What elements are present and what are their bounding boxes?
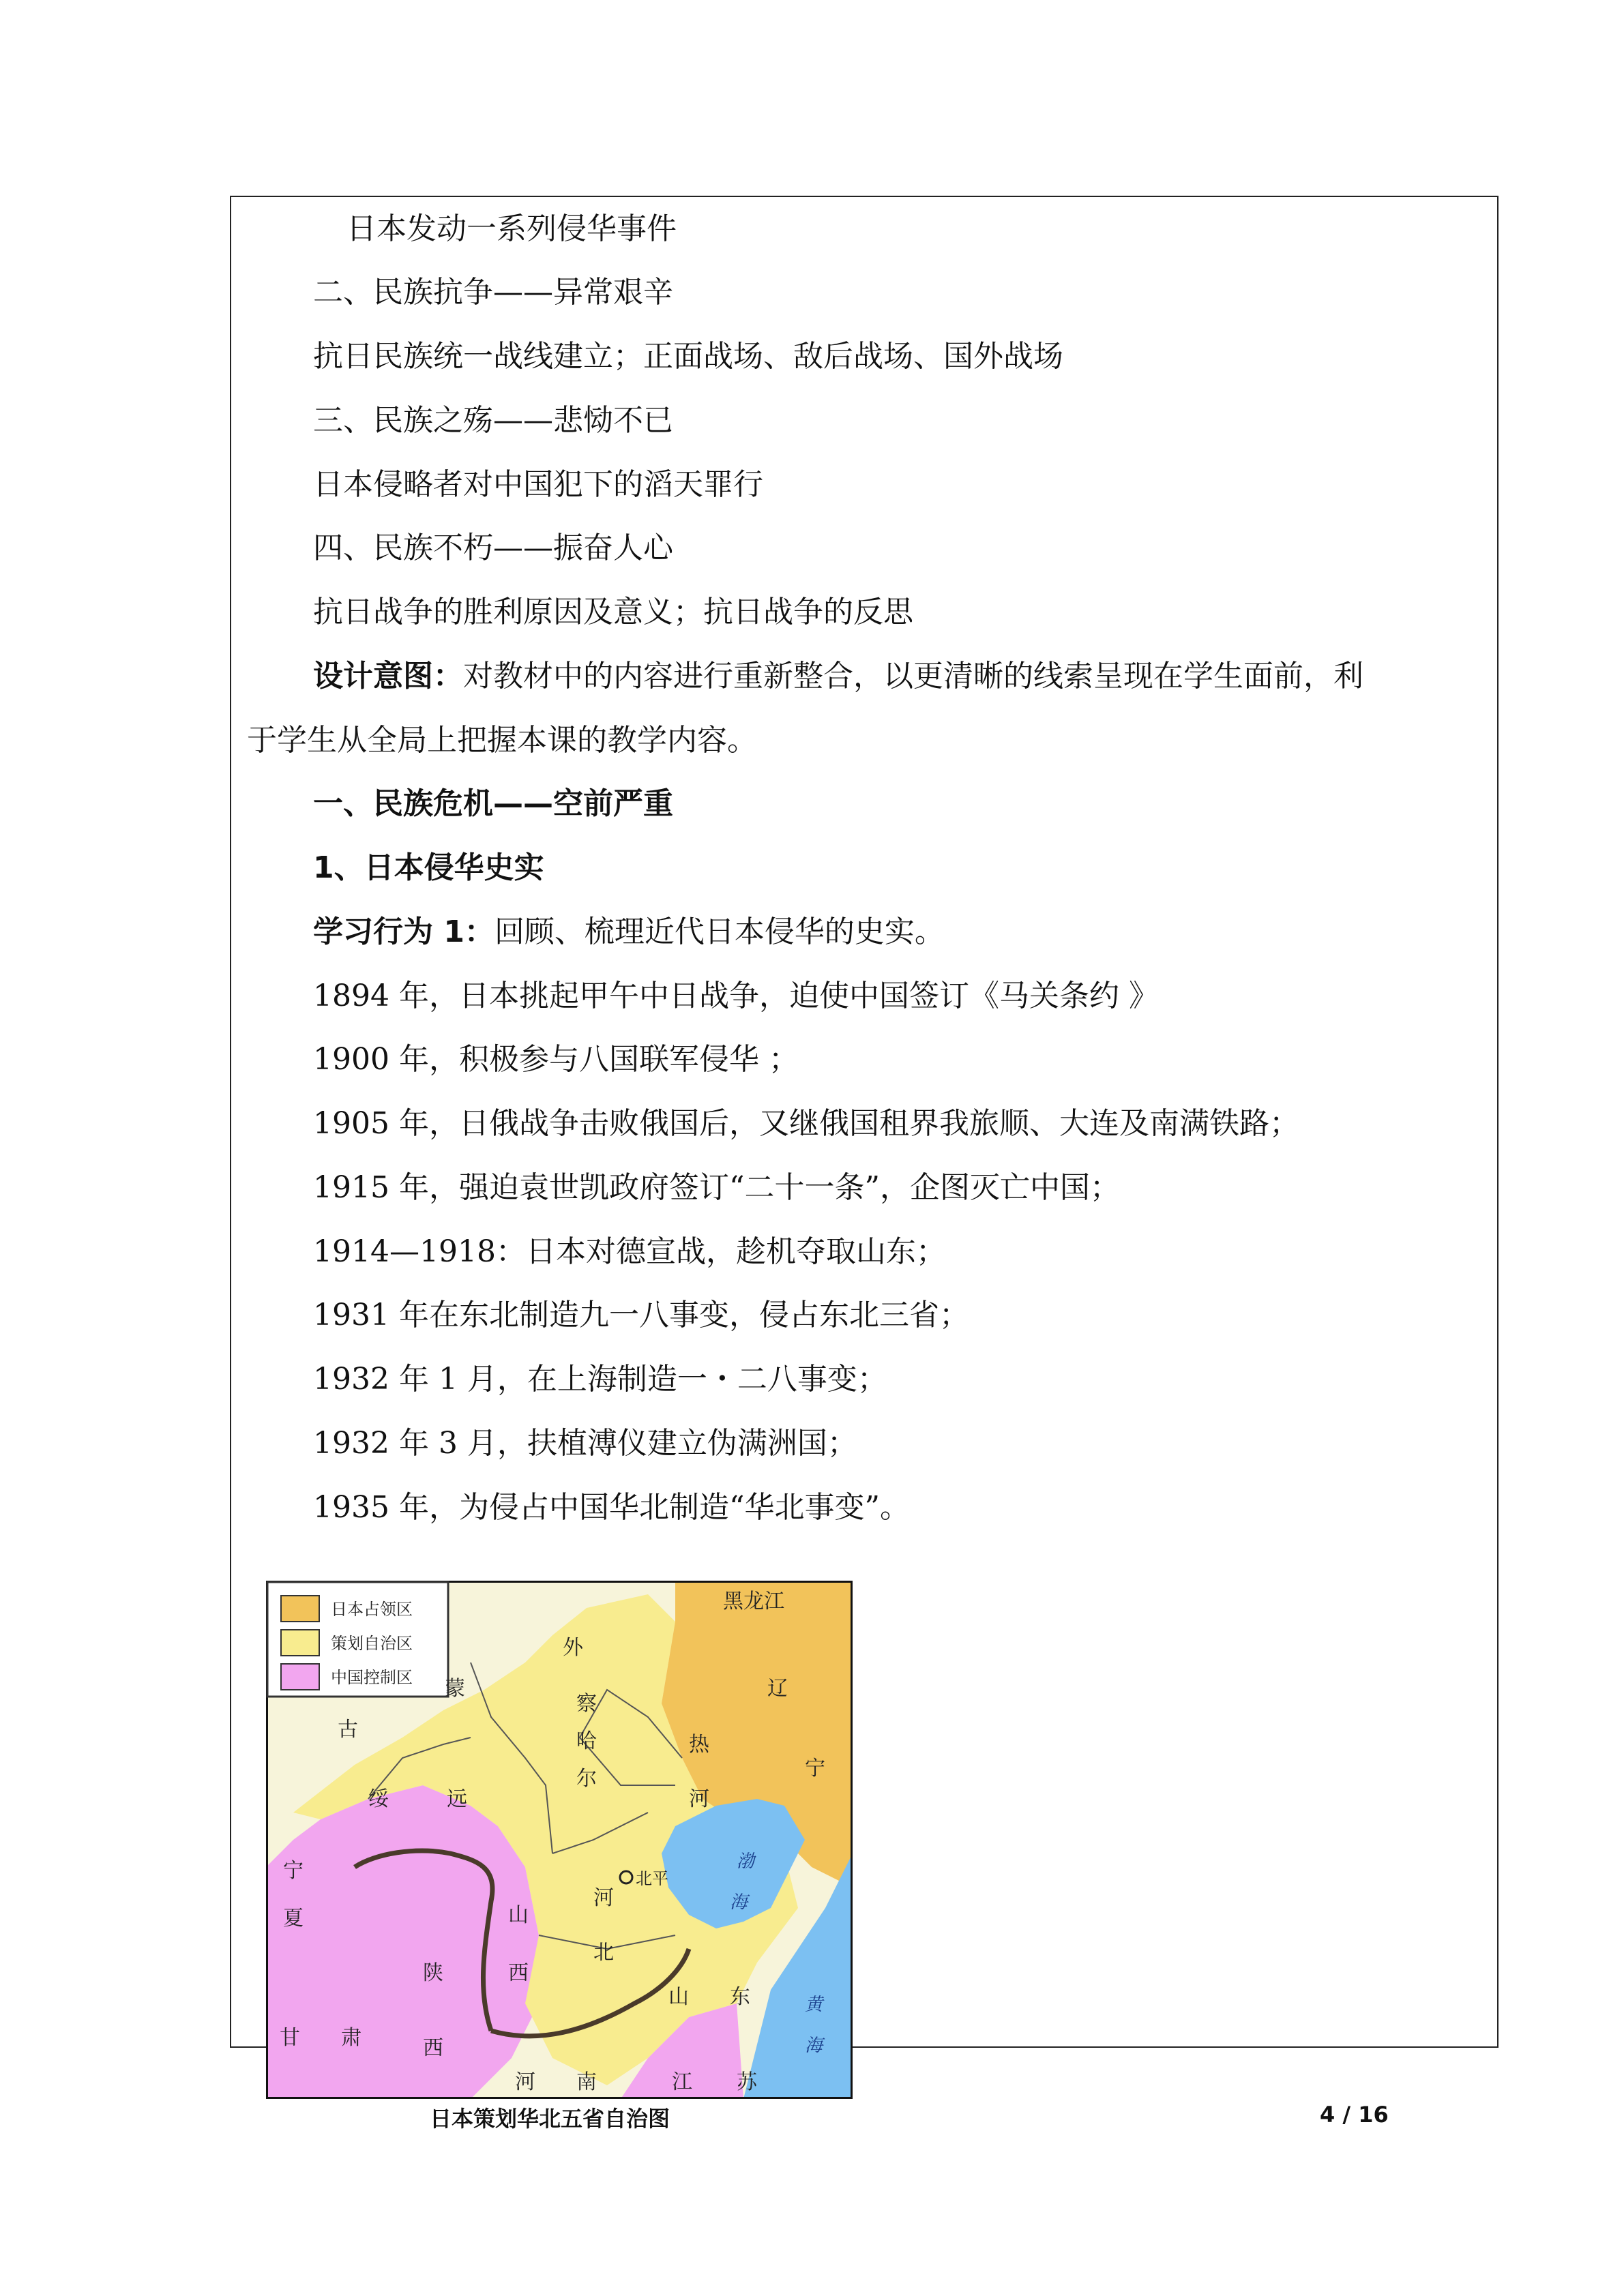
label-gan: 甘 (280, 2026, 300, 2050)
history-item-1915: 1915 年，强迫袁世凯政府签订“二十一条”，企图灭亡中国； (313, 1170, 1120, 1205)
label-shan-shandong: 山 (668, 1985, 689, 2009)
label-xia: 夏 (283, 1907, 304, 1930)
legend-label-autonomous: 策划自治区 (331, 1634, 413, 1653)
label-yuan: 远 (447, 1787, 467, 1811)
design-intent-continued: 于学生从全局上把握本课的教学内容。 (247, 723, 757, 758)
label-su: 肃 (341, 2026, 361, 2050)
label-dong: 东 (730, 1985, 750, 2009)
label-beiping: 北平 (636, 1869, 668, 1888)
section-heading-4: 四、民族不朽——振奋人心 (313, 531, 673, 565)
label-ning-xia: 宁 (283, 1859, 304, 1883)
map-caption: 日本策划华北五省自治图 (430, 2106, 670, 2132)
label-xi-shaanxi: 西 (423, 2036, 443, 2060)
history-item-1894: 1894 年，日本挑起甲午中日战争，迫使中国签订《马关条约 》 (313, 979, 1159, 1013)
text-line-5: 日本侵略者对中国犯下的滔天罪行 (313, 467, 763, 502)
label-sui: 绥 (368, 1787, 389, 1811)
history-item-1905: 1905 年，日俄战争击败俄国后，又继俄国租界我旅顺、大连及南满铁路； (313, 1106, 1299, 1141)
label-wai: 外 (563, 1636, 583, 1660)
text-line-7: 抗日战争的胜利原因及意义；抗日战争的反思 (313, 595, 913, 629)
label-jiang: 江 (672, 2070, 692, 2094)
label-xi-shanxi: 西 (508, 1961, 529, 1985)
label-bei: 北 (593, 1941, 614, 1965)
label-shan-shanxi: 山 (508, 1903, 529, 1927)
history-item-1935: 1935 年，为侵占中国华北制造“华北事变”。 (313, 1490, 910, 1525)
legend-label-occupied: 日本占领区 (331, 1600, 413, 1619)
label-re: 热 (689, 1733, 709, 1757)
text-line-1: 日本发动一系列侵华事件 (346, 211, 677, 246)
north-china-map (266, 1581, 853, 2099)
label-henan-nan: 南 (576, 2070, 597, 2094)
label-er: 尔 (576, 1767, 597, 1791)
learning-behavior-line (313, 912, 945, 953)
label-bohai-1: 渤 (737, 1851, 755, 1872)
history-item-1932-mar: 1932 年 3 月，扶植溥仪建立伪满洲国； (313, 1426, 857, 1461)
label-yellow-2: 海 (805, 2036, 823, 2056)
label-meng: 蒙 (445, 1677, 465, 1701)
legend-swatch-autonomous (281, 1630, 319, 1656)
label-shaan: 陕 (423, 1961, 443, 1985)
label-henan-he: 河 (515, 2070, 535, 2094)
subheading-1: 1、日本侵华史实 (313, 850, 544, 885)
label-gu: 古 (338, 1718, 358, 1742)
learning-behavior-label: 学习行为 1： (313, 914, 494, 949)
label-cha: 察 (576, 1692, 597, 1716)
design-intent-line (313, 656, 1363, 697)
label-heilongjiang: 黑龙江 (723, 1590, 784, 1613)
section-heading-2: 二、民族抗争——异常艰辛 (313, 275, 673, 310)
learning-behavior-text: 回顾、梳理近代日本侵华的史实。 (494, 914, 945, 949)
label-su-jiangsu: 苏 (737, 2070, 757, 2094)
label-liao: 辽 (767, 1677, 788, 1701)
legend-swatch-chinese (281, 1664, 319, 1690)
design-intent-label: 设计意图： (313, 659, 463, 694)
design-intent-text: 对教材中的内容进行重新整合，以更清晰的线索呈现在学生面前，利 (463, 659, 1363, 694)
label-yellow-1: 黄 (805, 1995, 823, 2015)
history-item-1914: 1914—1918：日本对德宣战，趁机夺取山东； (313, 1234, 946, 1269)
section-heading-3: 三、民族之殇——悲恸不已 (313, 403, 673, 438)
label-bohai-2: 海 (730, 1892, 748, 1913)
history-item-1932-jan: 1932 年 1 月，在上海制造一・二八事变； (313, 1362, 887, 1397)
section-heading-1: 一、民族危机——空前严重 (313, 786, 673, 821)
text-line-3: 抗日民族统一战线建立；正面战场、敌后战场、国外战场 (313, 339, 1063, 374)
label-he-hebei: 河 (593, 1886, 614, 1910)
page-number: 4 / 16 (1320, 2102, 1389, 2128)
label-he-rehe: 河 (689, 1787, 709, 1811)
history-item-1931: 1931 年在东北制造九一八事变，侵占东北三省； (313, 1298, 969, 1332)
history-item-1900: 1900 年，积极参与八国联军侵华 ； (313, 1042, 799, 1077)
legend-label-chinese: 中国控制区 (331, 1668, 413, 1687)
legend-swatch-occupied (281, 1596, 319, 1622)
label-ning-liao: 宁 (805, 1757, 825, 1780)
label-ha: 哈 (576, 1729, 597, 1753)
